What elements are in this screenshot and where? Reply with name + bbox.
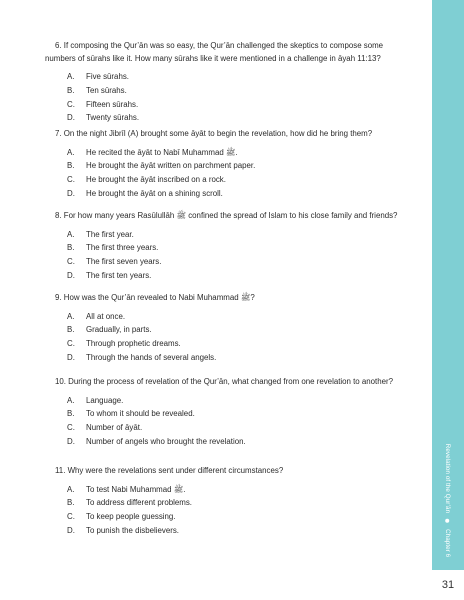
option-letter: B.	[67, 243, 75, 253]
option-c	[0, 337, 432, 351]
option-text: Through prophetic dreams.	[86, 339, 181, 349]
option-letter: A.	[67, 147, 75, 157]
option-b	[0, 241, 432, 255]
option-list	[0, 394, 432, 449]
question-text: 11. Why were the revelations sent under different circumstances?	[55, 466, 284, 475]
option-text: He brought the āyāt on a shining scroll.	[86, 188, 223, 198]
option-text: Fifteen sūrahs.	[86, 99, 139, 109]
option-text: Through the hands of several angels.	[86, 352, 217, 362]
option-a	[0, 310, 432, 324]
option-d	[0, 524, 432, 538]
option-text: To keep people guessing.	[86, 512, 176, 522]
bullet-dot-icon	[446, 519, 450, 523]
option-text: The first ten years.	[86, 270, 152, 280]
question-11	[0, 465, 432, 538]
option-letter: D.	[67, 113, 75, 123]
option-text: To address different problems.	[86, 498, 192, 508]
option-text: Language.	[86, 395, 124, 405]
option-text: Five sūrahs.	[86, 72, 129, 81]
chapter-label: Chapter 6	[444, 528, 452, 557]
option-c	[0, 421, 432, 435]
question-6	[0, 40, 432, 125]
option-d	[0, 111, 432, 125]
option-list	[0, 146, 432, 201]
option-a	[0, 483, 432, 497]
option-letter: B.	[67, 325, 75, 335]
option-d	[0, 435, 432, 449]
option-letter: D.	[67, 352, 75, 362]
option-letter: A.	[67, 72, 75, 81]
question-text: 6. If composing the Qur’ān was so easy, the Qur’ān challenged the skeptics to compose some numbers of sūrahs like it. How many sūrahs like it were mentioned in a challenge in āyah 11:13?	[45, 41, 384, 63]
option-b	[0, 159, 432, 173]
option-letter: B.	[67, 498, 75, 508]
question-text: 7. On the night Jibrīl (A) brought some āyāt to begin the revelation, how did he bring them?	[55, 129, 373, 138]
question-text: 9. How was the Qur’ān revealed to Nabi Muhammad ﷺ?	[55, 293, 255, 302]
page-number-box	[432, 570, 464, 600]
question-text: 10. During the process of revelation of the Qur’ān, what changed from one revelation to another?	[55, 377, 394, 386]
option-list	[0, 70, 432, 125]
option-text: Gradually, in parts.	[86, 325, 152, 335]
option-text: Ten sūrahs.	[86, 85, 127, 95]
page-number: 31	[441, 579, 455, 591]
question-10	[0, 376, 432, 449]
option-list	[0, 228, 432, 283]
option-letter: D.	[67, 188, 75, 198]
option-d	[0, 351, 432, 365]
option-a	[0, 146, 432, 160]
option-list	[0, 310, 432, 365]
option-letter: C.	[67, 512, 75, 522]
option-letter: A.	[67, 229, 75, 239]
option-list	[0, 483, 432, 538]
option-text: He recited the āyāt to Nabī Muhammad ﷺ.	[86, 147, 238, 157]
option-b	[0, 407, 432, 421]
option-text: The first seven years.	[86, 257, 162, 267]
option-a	[0, 228, 432, 242]
option-c	[0, 510, 432, 524]
option-b	[0, 323, 432, 337]
option-d	[0, 269, 432, 283]
option-letter: A.	[67, 395, 75, 405]
option-letter: D.	[67, 436, 75, 446]
option-b	[0, 84, 432, 98]
option-letter: A.	[67, 311, 75, 321]
option-text: All at once.	[86, 311, 126, 321]
option-a	[0, 70, 432, 84]
option-text: He brought the āyāt inscribed on a rock.	[86, 175, 226, 185]
option-letter: C.	[67, 423, 75, 433]
question-7	[0, 128, 432, 201]
option-text: To whom it should be revealed.	[86, 409, 195, 419]
option-text: Number of āyāt.	[86, 423, 143, 433]
option-c	[0, 98, 432, 112]
question-8	[0, 210, 432, 283]
option-letter: A.	[67, 484, 75, 494]
option-c	[0, 173, 432, 187]
question-text: 8. For how many years Rasūlullāh ﷺ confined the spread of Islam to his close family and friends?	[55, 211, 398, 220]
option-a	[0, 394, 432, 408]
option-letter: B.	[67, 409, 75, 419]
option-letter: D.	[67, 270, 75, 280]
question-9	[0, 292, 432, 365]
option-text: The first three years.	[86, 243, 159, 253]
option-b	[0, 496, 432, 510]
option-c	[0, 255, 432, 269]
chapter-sidebar	[432, 0, 464, 600]
option-d	[0, 187, 432, 201]
option-letter: D.	[67, 525, 75, 535]
option-text: Number of angels who brought the revelation.	[86, 436, 246, 446]
option-text: Twenty sūrahs.	[86, 113, 140, 123]
option-text: He brought the āyāt written on parchment paper.	[86, 161, 256, 171]
option-letter: B.	[67, 161, 75, 171]
option-letter: C.	[67, 257, 75, 267]
option-letter: B.	[67, 85, 75, 95]
option-letter: C.	[67, 99, 75, 109]
sidebar-running-head	[432, 440, 464, 560]
option-text: The first year.	[86, 229, 134, 239]
option-text: To punish the disbelievers.	[86, 525, 179, 535]
option-letter: C.	[67, 175, 75, 185]
section-title: Revelation of the Qur’ān	[444, 443, 452, 513]
option-letter: C.	[67, 339, 75, 349]
option-text: To test Nabi Muhammad ﷺ.	[86, 484, 186, 494]
